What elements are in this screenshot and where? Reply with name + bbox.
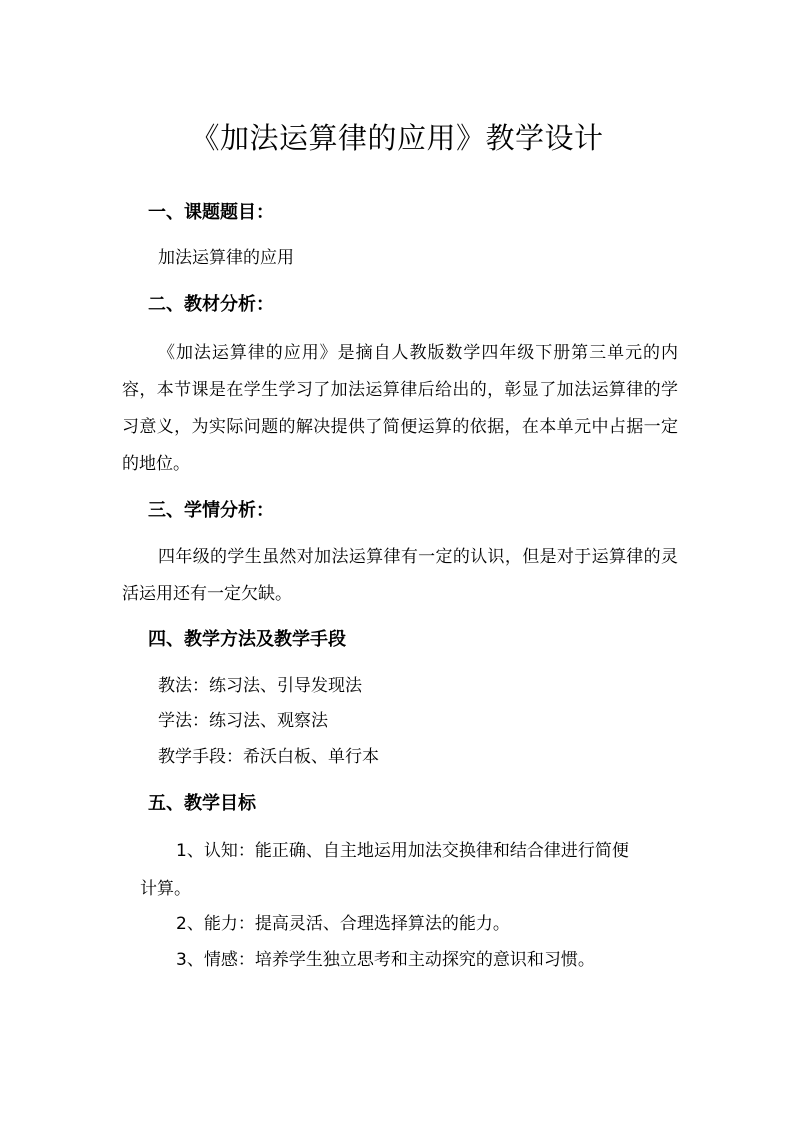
- section-heading-topic: 一、课题题目：: [148, 202, 274, 223]
- teaching-method-line: 教法：练习法、引导发现法: [158, 676, 362, 696]
- goal-emotion: 3、情感：培养学生独立思考和主动探究的意识和习惯。: [176, 950, 595, 970]
- document-title: 《加法运算律的应用》教学设计: [190, 121, 604, 155]
- section-heading-goals: 五、教学目标: [148, 793, 256, 814]
- section-heading-material: 二、教材分析：: [148, 294, 274, 315]
- section-heading-students: 三、学情分析：: [148, 500, 274, 521]
- goal-ability: 2、能力：提高灵活、合理选择算法的能力。: [176, 914, 510, 934]
- teaching-tools-line: 教学手段：希沃白板、单行本: [158, 747, 379, 767]
- material-analysis-paragraph: 《加法运算律的应用》是摘自人教版数学四年级下册第三单元的内容，本节课是在学生学习了加法运算律后给出的，彰显了加法运算律的学习意义，为实际问题的解决提供了简便运算的依据，在本单元中占据一定的地位。: [122, 343, 678, 474]
- goal-cognition-line-2: 计算。: [140, 879, 191, 899]
- student-analysis-paragraph: 四年级的学生虽然对加法运算律有一定的认识，但是对于运算律的灵活运用还有一定欠缺。: [122, 547, 678, 604]
- topic-content: 加法运算律的应用: [158, 248, 294, 268]
- learning-method-line: 学法：练习法、观察法: [158, 711, 328, 731]
- goal-cognition-line-1: 1、认知：能正确、自主地运用加法交换律和结合律进行简便: [176, 841, 629, 861]
- section-heading-methods: 四、教学方法及教学手段: [148, 629, 346, 650]
